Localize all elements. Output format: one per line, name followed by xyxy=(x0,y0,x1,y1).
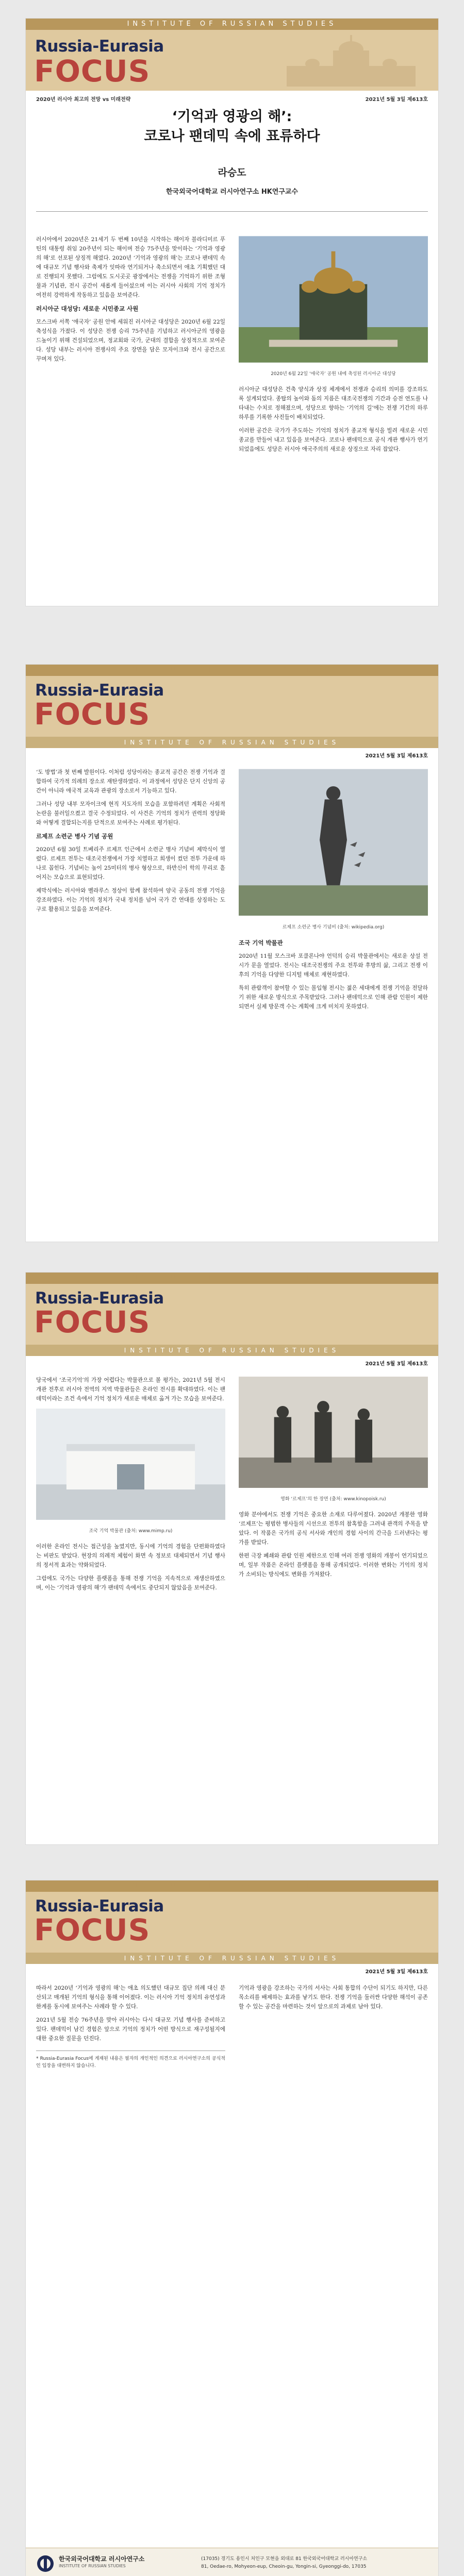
issue-date: 2021년 5월 3일 제613호 xyxy=(365,1969,428,1975)
address-en: 81, Oedae-ro, Mohyeon-eup, Cheoin-gu, Yongin-si, Gyeonggi-do, 17035 xyxy=(201,2564,367,2569)
address-ko: (17035) 경기도 용인시 처인구 모현읍 외대로 81 한국외국어대학교 러시아연구소 xyxy=(201,2556,368,2562)
body-columns xyxy=(36,1376,428,1597)
institute-logo-icon xyxy=(36,2554,55,2573)
institute-band: INSTITUTE OF RUSSIAN STUDIES xyxy=(26,737,438,748)
institute-band: INSTITUTE OF RUSSIAN STUDIES xyxy=(26,1345,438,1356)
paragraph: ‘도 방법’과 첫 번째 발원이다. 이처럼 성당이라는 종교적 공간은 전쟁 기억과 결합하여 국가적 의례의 장소로 재탄생하였다. 이 과정에서 성당은 단지 신앙의 공간이 아니라 애국적 교육과 관광의 장소로서 기능하고 있다. xyxy=(36,769,225,794)
paragraph: 러시아군 대성당은 건축 양식과 상징 체계에서 전쟁과 승리의 의미를 강조하도록 설계되었다. 종탑의 높이와 돔의 지름은 대조국전쟁의 기간과 승전 연도를 나타내는 수치로 정해졌으며, 성당으로 향하는 ‘기억의 길’에는 전쟁 기간의 하루하루를 기록한 사진들이 배치되었다. xyxy=(239,386,428,420)
divider xyxy=(36,211,428,212)
section-heading: 르제프 소련군 병사 기념 공원 xyxy=(36,833,113,840)
body-columns xyxy=(36,768,428,1015)
photo-caption: 영화 ‘르제프’의 한 장면 (출처: www.kinopoisk.ru) xyxy=(280,1497,386,1502)
page-4 xyxy=(26,1880,438,2576)
logo-top: Russia-Eurasia xyxy=(35,37,164,56)
section-heading: 러시아군 대성당: 새로운 시민종교 사원 xyxy=(36,305,139,312)
column-right xyxy=(239,1984,428,2070)
paragraph: 이러한 온라인 전시는 접근성을 높였지만, 동시에 기억의 경험을 단편화하였다는 비판도 받았다. 현장의 의례적 체험이 화면 속 정보로 대체되면서 기념 행사의 정서적 효과는 약화되었다. xyxy=(36,1544,225,1568)
logo-bottom: FOCUS xyxy=(34,1304,151,1340)
film-still-photo xyxy=(239,1376,428,1489)
masthead-band: INSTITUTE OF RUSSIAN STUDIES xyxy=(26,1880,438,1892)
cathedral-watermark-icon xyxy=(276,35,426,87)
column-right xyxy=(239,235,428,458)
paragraph: 한편 극장 폐쇄와 관람 인원 제한으로 인해 여러 전쟁 영화의 개봉이 연기되었으며, 일부 작품은 온라인 플랫폼을 통해 공개되었다. 이러한 변화는 기억의 정치가 소비되는 방식에도 변화를 가져왔다. xyxy=(239,1553,428,1578)
logo-bottom: FOCUS xyxy=(34,697,151,732)
paragraph: 2021년 5월 전승 76주년을 맞아 러시아는 다시 대규모 기념 행사를 준비하고 있다. 팬데믹이 남긴 경험은 앞으로 기억의 정치가 어떤 방식으로 재구성될지에 대한 중요한 질문을 던진다. xyxy=(36,2017,225,2042)
logo-top: Russia-Eurasia xyxy=(35,681,164,700)
body-columns xyxy=(36,235,428,458)
logo-top: Russia-Eurasia xyxy=(35,1289,164,1308)
author-block xyxy=(26,165,438,196)
paragraph: 영화 분야에서도 전쟁 기억은 중요한 소재로 다루어졌다. 2020년 개봉한 영화 ‘르제프’는 평범한 병사들의 시선으로 전투의 참혹함을 그려내 관객의 주목을 받았다. 이 작품은 국가의 공식 서사와 개인의 경험 사이의 간극을 드러낸다는 평가를 받았다. xyxy=(239,1512,428,1546)
museum-photo xyxy=(36,1408,225,1521)
column-right xyxy=(239,768,428,1015)
page-1 xyxy=(26,19,438,606)
paragraph: 그러나 성당 내부 모자이크에 현직 지도자의 모습을 포함하려던 계획은 사회적 논란을 불러일으켰고 결국 수정되었다. 이 사건은 기억의 정치가 권력의 정당화와 어떻게 결합되는지를 단적으로 보여주는 사례로 평가된다. xyxy=(36,801,225,826)
issue-date: 2021년 5월 3일 제613호 xyxy=(365,1361,428,1367)
institute-band: INSTITUTE OF RUSSIAN STUDIES xyxy=(26,1953,438,1964)
masthead-banner xyxy=(26,1284,438,1345)
page-3 xyxy=(26,1273,438,1844)
title-line-1: ‘기억과 영광의 해’: xyxy=(172,109,292,125)
logo-bottom: FOCUS xyxy=(34,1912,151,1947)
page-footer xyxy=(26,2548,438,2576)
issue-meta xyxy=(26,91,438,104)
photo-caption: 조국 기억 박물관 (출처: www.mimp.ru) xyxy=(89,1529,173,1534)
issue-meta xyxy=(26,1964,438,1976)
masthead-banner xyxy=(26,676,438,737)
institute-name-en: INSTITUTE OF RUSSIAN STUDIES xyxy=(59,2564,126,2568)
paragraph: 따라서 2020년 ‘기억과 영광의 해’는 애초 의도했던 대규모 집단 의례 대신 분산되고 매개된 기억의 형식을 통해 이어졌다. 이는 러시아 기억 정치의 유연성과 한계를 동시에 보여주는 사례라 할 수 있다. xyxy=(36,1985,225,2010)
author-name: 라승도 xyxy=(218,167,246,178)
paragraph: 러시아에서 2020년은 21세기 두 번째 10년을 시작하는 해이자 블라디미르 푸틴의 대통령 취임 20주년이 되는 해이며 전승 75주년을 맞이하는 ‘기억과 영광의 해’로 선포된 상징적 해였다. 2020년 ‘기억과 영광의 해’는 코로나 팬데믹 속에 대규모 기념 행사와 축제가 잇따라 연기되거나 축소되면서 애초 기획했던 대로 진행되지 못했다. 그럼에도 도시곳곳 광장에서는 전쟁을 기억하기 위한 조형물과 기념관, 전시 공간이 새롭게 들어섰으며 이는 러시아 사회의 기억 정치가 여전히 강력하게 작동하고 있음을 보여준다. xyxy=(36,236,225,298)
issue-meta xyxy=(26,748,438,760)
institute-address xyxy=(201,2555,428,2571)
institute-name: 한국외국어대학교 러시아연구소 xyxy=(59,2555,145,2563)
logo-top: Russia-Eurasia xyxy=(35,1897,164,1916)
column-left xyxy=(36,768,225,1015)
section-heading: 조국 기억 박물관 xyxy=(239,939,283,946)
paragraph: 이러한 공간은 국가가 주도하는 기억의 정치가 종교적 형식을 빌려 새로운 시민종교를 만들어 내고 있음을 보여준다. 코로나 팬데믹으로 공식 개관 행사가 연기되었음에도 성당은 러시아 애국주의의 새로운 상징으로 자리 잡았다. xyxy=(239,428,428,452)
column-left xyxy=(36,235,225,458)
footnote-divider xyxy=(36,2050,225,2051)
issue-topic: 2020년 러시아 최고의 전망 vs 미래전략 xyxy=(36,97,131,103)
page-2 xyxy=(26,665,438,1242)
issue-date: 2021년 5월 3일 제613호 xyxy=(365,97,428,103)
masthead-banner xyxy=(26,30,438,91)
body-columns xyxy=(36,1984,428,2070)
article-title xyxy=(26,104,438,146)
paragraph: 모스크바 서쪽 ‘애국자’ 공원 안에 세워진 러시아군 대성당은 2020년 6월 22일 축성식을 가졌다. 이 성당은 전쟁 승리 75주년을 기념하고 러시아군의 영광을 드높이기 위해 건설되었으며, 정교회와 국가, 군대의 결합을 상징적으로 보여준다. 성당 내부는 러시아 전쟁사의 주요 장면을 담은 모자이크와 전시 공간으로 꾸며져 있다. xyxy=(36,319,225,362)
column-left xyxy=(36,1984,225,2070)
photo-caption: 르제프 소련군 병사 기념비 (출처: wikipedia.org) xyxy=(282,925,385,930)
photo-caption: 2020년 6월 22일 ‘애국자’ 공원 내에 축성된 러시아군 대성당 xyxy=(271,371,396,377)
cathedral-photo xyxy=(239,235,428,364)
paragraph: 제막식에는 러시아와 벨라루스 정상이 함께 참석하여 양국 공동의 전쟁 기억을 강조하였다. 이는 기억의 정치가 국내 정치를 넘어 국가 간 연대를 상징하는 도구로 활용되고 있음을 보여준다. xyxy=(36,888,225,912)
paragraph: 2020년 11월 모스크바 포클론나야 언덕의 승리 박물관에서는 새로운 상설 전시가 문을 열었다. 전시는 대조국전쟁의 주요 전투와 후방의 삶, 그리고 전쟁 이후의 기억을 다양한 디지털 매체로 재현하였다. xyxy=(239,953,428,978)
paragraph: 기억과 영광을 강조하는 국가의 서사는 사회 통합의 수단이 되기도 하지만, 다른 목소리를 배제하는 효과를 낳기도 한다. 전쟁 기억을 둘러싼 다양한 해석이 공존할 수 있는 공간을 마련하는 것이 앞으로의 과제로 남아 있다. xyxy=(239,1985,428,2010)
paragraph: 특히 관람객이 참여할 수 있는 몰입형 전시는 젊은 세대에게 전쟁 기억을 전달하기 위한 새로운 방식으로 주목받았다. 그러나 팬데믹으로 인해 관람 인원이 제한되면서 실제 방문객 수는 계획에 크게 미치지 못하였다. xyxy=(239,985,428,1010)
title-line-2: 코로나 팬데믹 속에 표류하다 xyxy=(144,128,320,144)
column-right xyxy=(239,1376,428,1597)
masthead-band: INSTITUTE OF RUSSIAN STUDIES xyxy=(26,1273,438,1284)
footnote: * Russia-Eurasia Focus에 게재된 내용은 필자의 개인적인 의견으로 러시아연구소의 공식적인 입장을 대변하지 않습니다. xyxy=(36,2056,225,2069)
masthead-band: INSTITUTE OF RUSSIAN STUDIES xyxy=(26,665,438,676)
paragraph: 그럼에도 국가는 다양한 플랫폼을 통해 전쟁 기억을 지속적으로 재생산하였으며, 이는 ‘기억과 영광의 해’가 팬데믹 속에서도 중단되지 않았음을 보여준다. xyxy=(36,1575,225,1591)
author-affiliation: 한국외국어대학교 러시아연구소 HK연구교수 xyxy=(165,188,299,196)
column-left xyxy=(36,1376,225,1597)
paragraph: 2020년 6월 30일 트베리주 르제프 인근에서 소련군 병사 기념비 제막식이 열렸다. 르제프 전투는 대조국전쟁에서 가장 치열하고 희생이 컸던 전투 가운데 하나로 꼽힌다. 기념비는 높이 25미터의 병사 형상으로, 하반신이 학의 무리로 흩어지는 모습으로 표현되었다. xyxy=(36,846,225,880)
masthead-band: INSTITUTE OF RUSSIAN STUDIES xyxy=(26,19,438,30)
issue-meta xyxy=(26,1356,438,1368)
paragraph: 당국에서 ‘조국기억’의 가장 어렵다는 박물관으로 볼 평가는, 2021년 5월 전시 개관 전후로 러시아 전역의 지역 박물관들은 온라인 전시를 확대하였다. 이는 팬데믹이라는 조건 속에서 기억 정치가 새로운 매체로 옮겨 가는 모습을 보여준다. xyxy=(36,1377,225,1402)
logo-bottom: FOCUS xyxy=(34,54,151,89)
issue-date: 2021년 5월 3일 제613호 xyxy=(365,753,428,759)
rzhev-memorial-photo xyxy=(239,768,428,917)
masthead-banner xyxy=(26,1892,438,1953)
